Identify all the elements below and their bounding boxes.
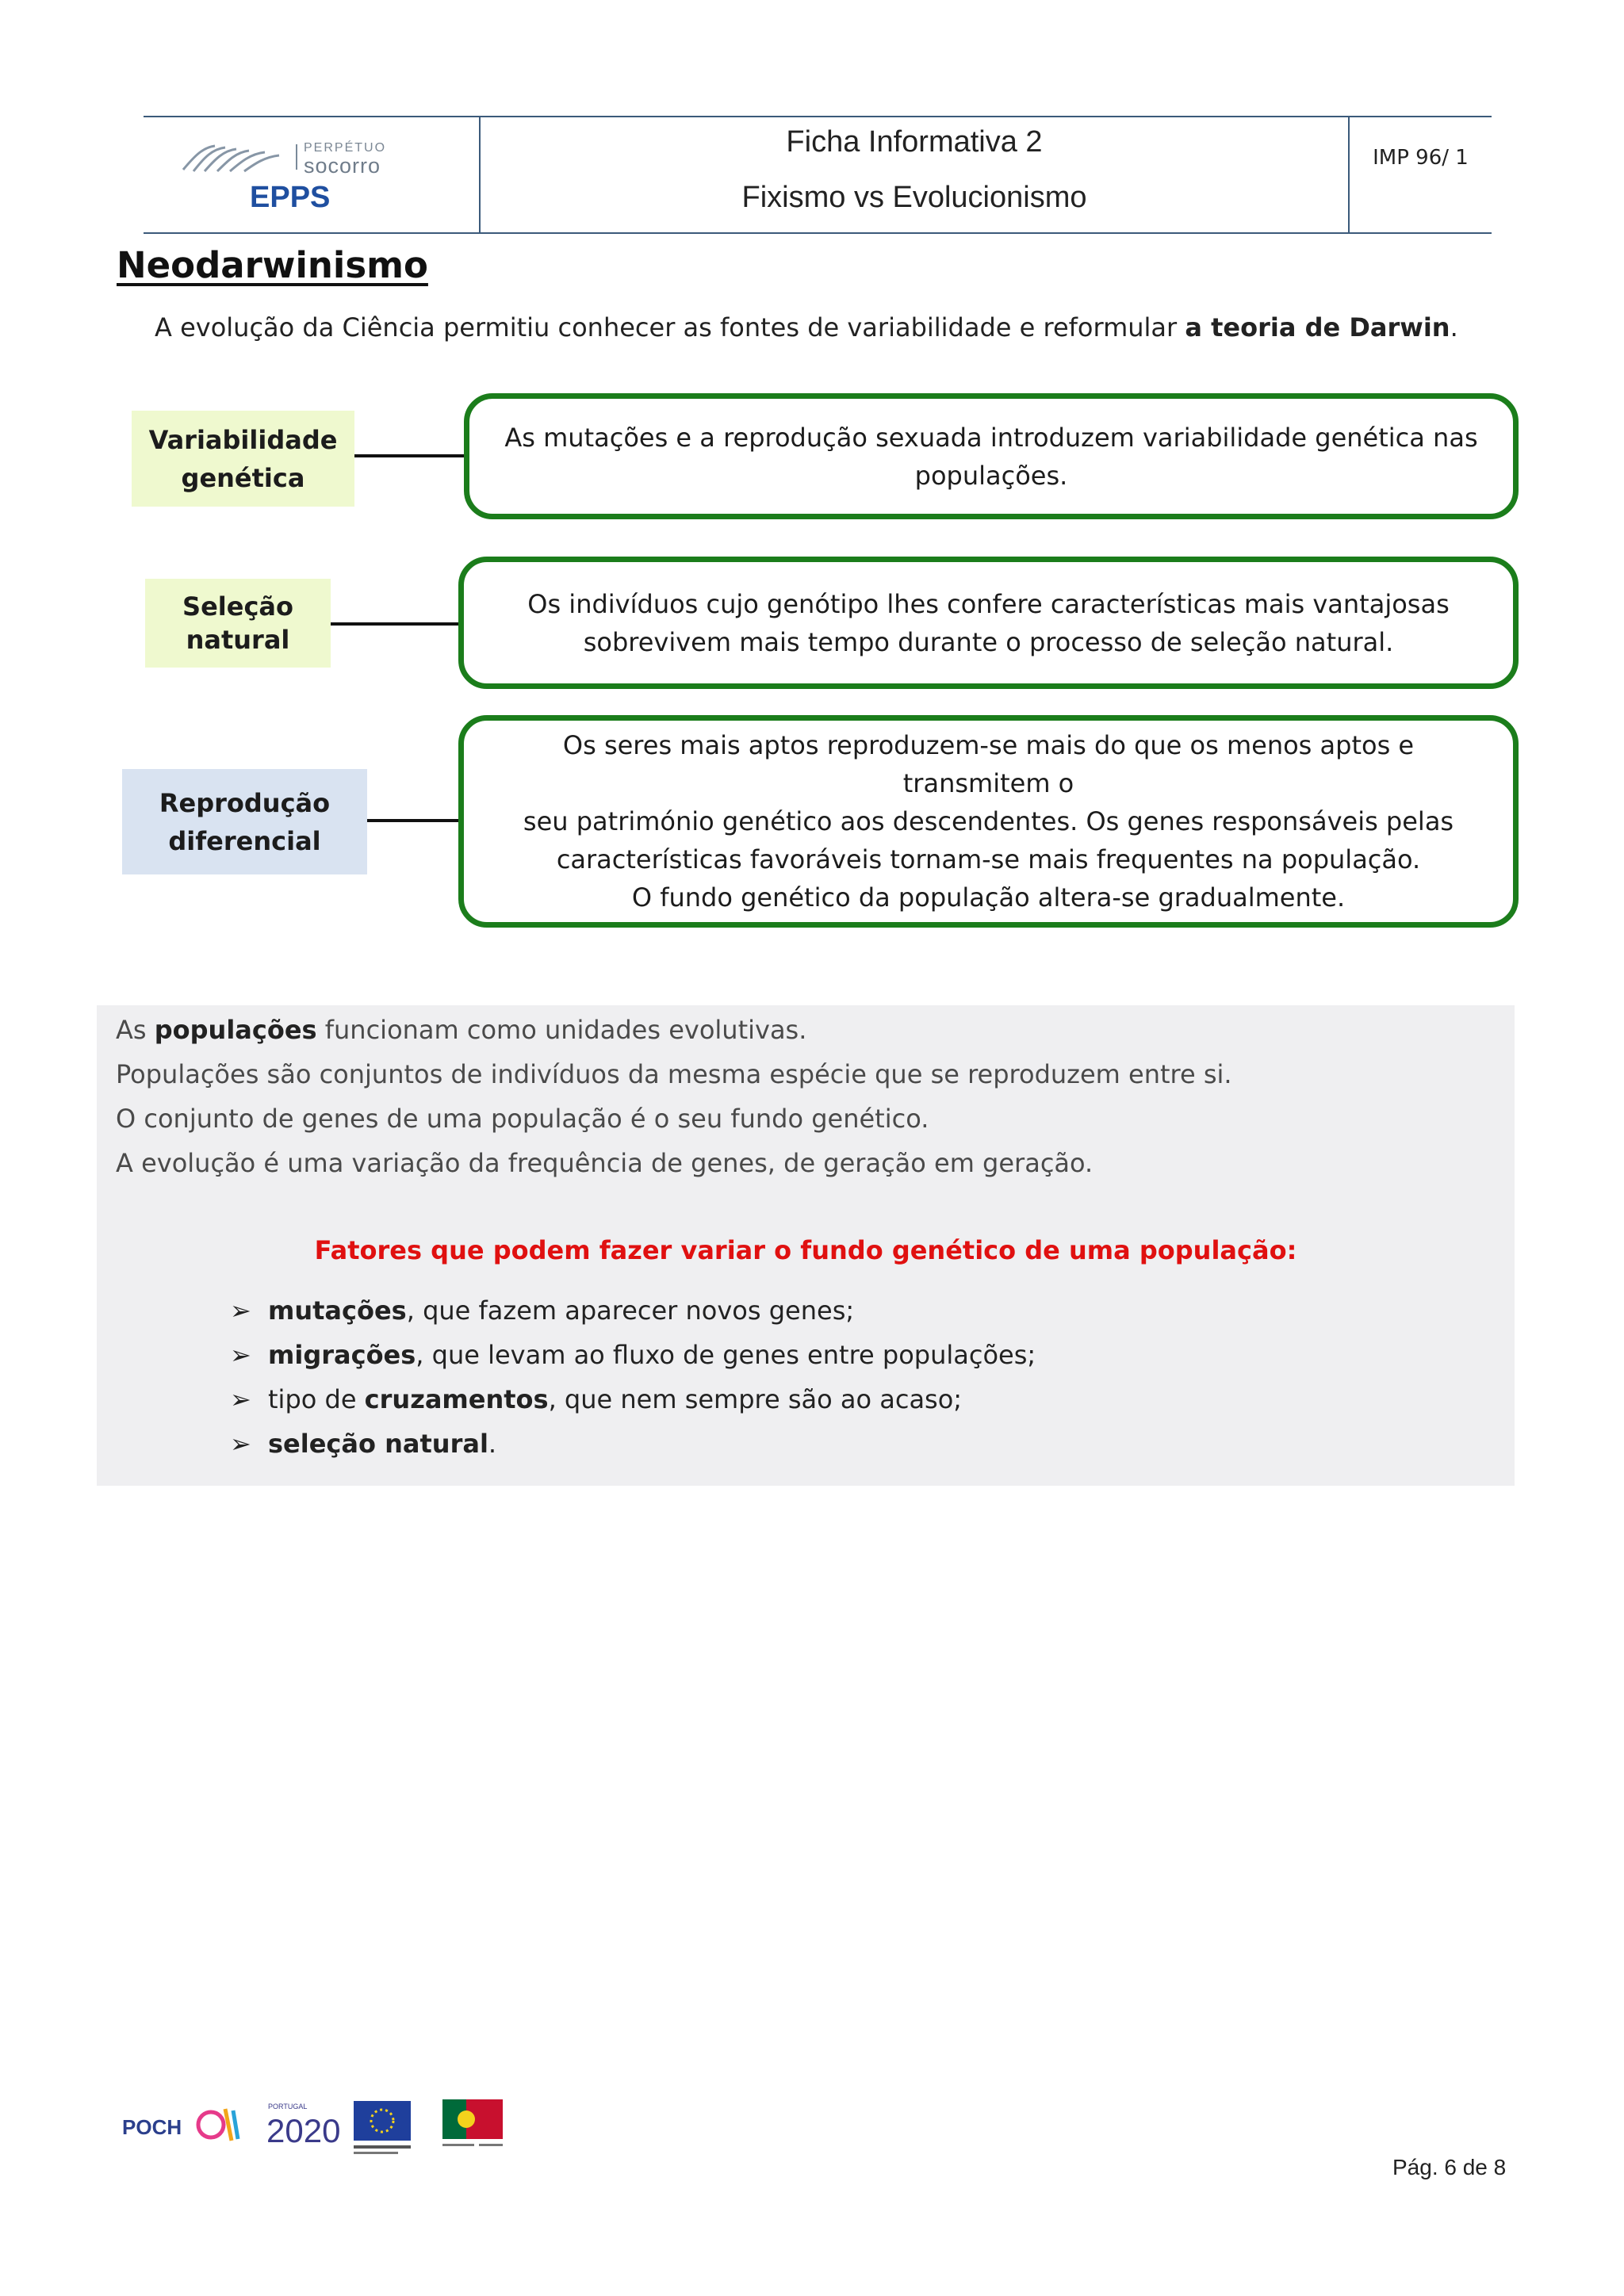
funding-logos bbox=[117, 2093, 522, 2164]
concept-description-reproduction bbox=[458, 715, 1519, 928]
page-number: Pág. 6 de 8 bbox=[1392, 2155, 1507, 2179]
logo-divider bbox=[296, 144, 297, 170]
intro-bold-text: a teoria de Darwin bbox=[1185, 312, 1450, 342]
concept-text-line: Os seres mais aptos reproduzem-se mais do que os menos aptos e transmitem o bbox=[562, 730, 1415, 798]
concept-text-line: seu património genético aos descendentes. Os genes responsáveis pelas bbox=[523, 806, 1454, 836]
concept-text-line: características favoráveis tornam-se mais frequentes na população. bbox=[556, 844, 1421, 874]
worksheet-subtitle: Fixismo vs Evolucionismo bbox=[741, 181, 1087, 214]
info-line: Populações são conjuntos de indivíduos da mesma espécie que se reproduzem entre si. bbox=[116, 1059, 1232, 1089]
concept-text-line: As mutações e a reprodução sexuada introduzem variabilidade genética nas bbox=[504, 422, 1478, 453]
school-abbreviation: EPPS bbox=[250, 181, 331, 214]
connector-line bbox=[331, 622, 460, 626]
connector-line bbox=[354, 454, 465, 457]
concept-label-reproduction bbox=[122, 769, 367, 874]
concept-label-selection bbox=[145, 579, 331, 668]
arrow-bullet-icon: ➢ bbox=[230, 1429, 251, 1459]
info-text: As bbox=[116, 1015, 155, 1045]
arrow-bullet-icon: ➢ bbox=[230, 1340, 251, 1370]
bullet-bold-text: cruzamentos bbox=[364, 1384, 549, 1414]
info-bold-text: populações bbox=[154, 1015, 317, 1045]
list-item bbox=[230, 1295, 854, 1326]
info-text: funcionam como unidades evolutivas. bbox=[316, 1015, 807, 1045]
document-header bbox=[144, 116, 1492, 234]
info-line: O conjunto de genes de uma população é o seu fundo genético. bbox=[116, 1104, 929, 1134]
arrow-bullet-icon: ➢ bbox=[230, 1295, 251, 1326]
bullet-text: tipo de bbox=[268, 1384, 365, 1414]
concept-label-line: natural bbox=[186, 625, 290, 655]
intro-text: A evolução da Ciência permitiu conhecer as fontes de variabilidade e reformular bbox=[155, 312, 1185, 342]
concept-description-variability bbox=[464, 393, 1519, 519]
list-item bbox=[230, 1384, 962, 1414]
eu-flag-icon bbox=[354, 2101, 411, 2154]
connector-line bbox=[367, 819, 461, 822]
portugal-label: PORTUGAL bbox=[268, 2103, 308, 2110]
list-item bbox=[230, 1340, 1036, 1370]
logo-small-text: PERPÉTUO bbox=[304, 141, 387, 155]
logo-big-text: socorro bbox=[304, 154, 381, 178]
intro-text-end: . bbox=[1450, 312, 1458, 342]
info-block bbox=[97, 1005, 1515, 1486]
bullet-text: , que nem sempre são ao acaso; bbox=[548, 1384, 963, 1414]
concept-label-variability bbox=[132, 411, 354, 507]
concept-text-line: populações. bbox=[914, 460, 1068, 491]
concept-text-line: O fundo genético da população altera-se gradualmente. bbox=[631, 882, 1346, 913]
info-line: A evolução é uma variação da frequência de genes, de geração em geração. bbox=[116, 1148, 1094, 1178]
concept-description-selection bbox=[458, 557, 1519, 689]
bullet-bold-text: migrações bbox=[268, 1340, 416, 1370]
school-logo bbox=[144, 117, 479, 232]
bullet-text: . bbox=[488, 1429, 497, 1459]
factors-heading: Fatores que podem fazer variar o fundo genético de uma população: bbox=[314, 1235, 1297, 1265]
bullet-bold-text: seleção natural bbox=[268, 1429, 488, 1459]
concept-text-line: Os indivíduos cujo genótipo lhes confere características mais vantajosas bbox=[527, 588, 1450, 619]
concept-label-line: Reprodução bbox=[159, 787, 331, 818]
list-item bbox=[230, 1429, 496, 1459]
document-code: IMP 96/ 1 bbox=[1373, 146, 1469, 170]
intro-paragraph bbox=[155, 312, 1458, 342]
bullet-text: , que levam ao fluxo de genes entre populações; bbox=[416, 1340, 1036, 1370]
header-divider bbox=[1348, 117, 1350, 232]
concept-label-line: Variabilidade bbox=[148, 424, 338, 455]
worksheet-title: Ficha Informativa 2 bbox=[786, 125, 1043, 159]
poch-logo: POCH bbox=[122, 2115, 182, 2139]
bullet-bold-text: mutações bbox=[268, 1295, 407, 1326]
section-heading: Neodarwinismo bbox=[117, 244, 428, 286]
concept-label-line: genética bbox=[181, 462, 305, 493]
portugal2020-mark-icon bbox=[198, 2109, 238, 2141]
concept-label-line: Seleção bbox=[182, 591, 293, 622]
school-emblem-icon bbox=[179, 140, 282, 174]
portugal2020-logo: 2020 bbox=[266, 2112, 341, 2149]
concept-label-line: diferencial bbox=[168, 825, 321, 856]
concept-text-line: sobrevivem mais tempo durante o processo de seleção natural. bbox=[583, 626, 1394, 657]
portugal-government-icon bbox=[442, 2099, 503, 2146]
bullet-text: , que fazem aparecer novos genes; bbox=[406, 1295, 855, 1326]
info-line bbox=[116, 1015, 806, 1045]
arrow-bullet-icon: ➢ bbox=[230, 1384, 251, 1414]
